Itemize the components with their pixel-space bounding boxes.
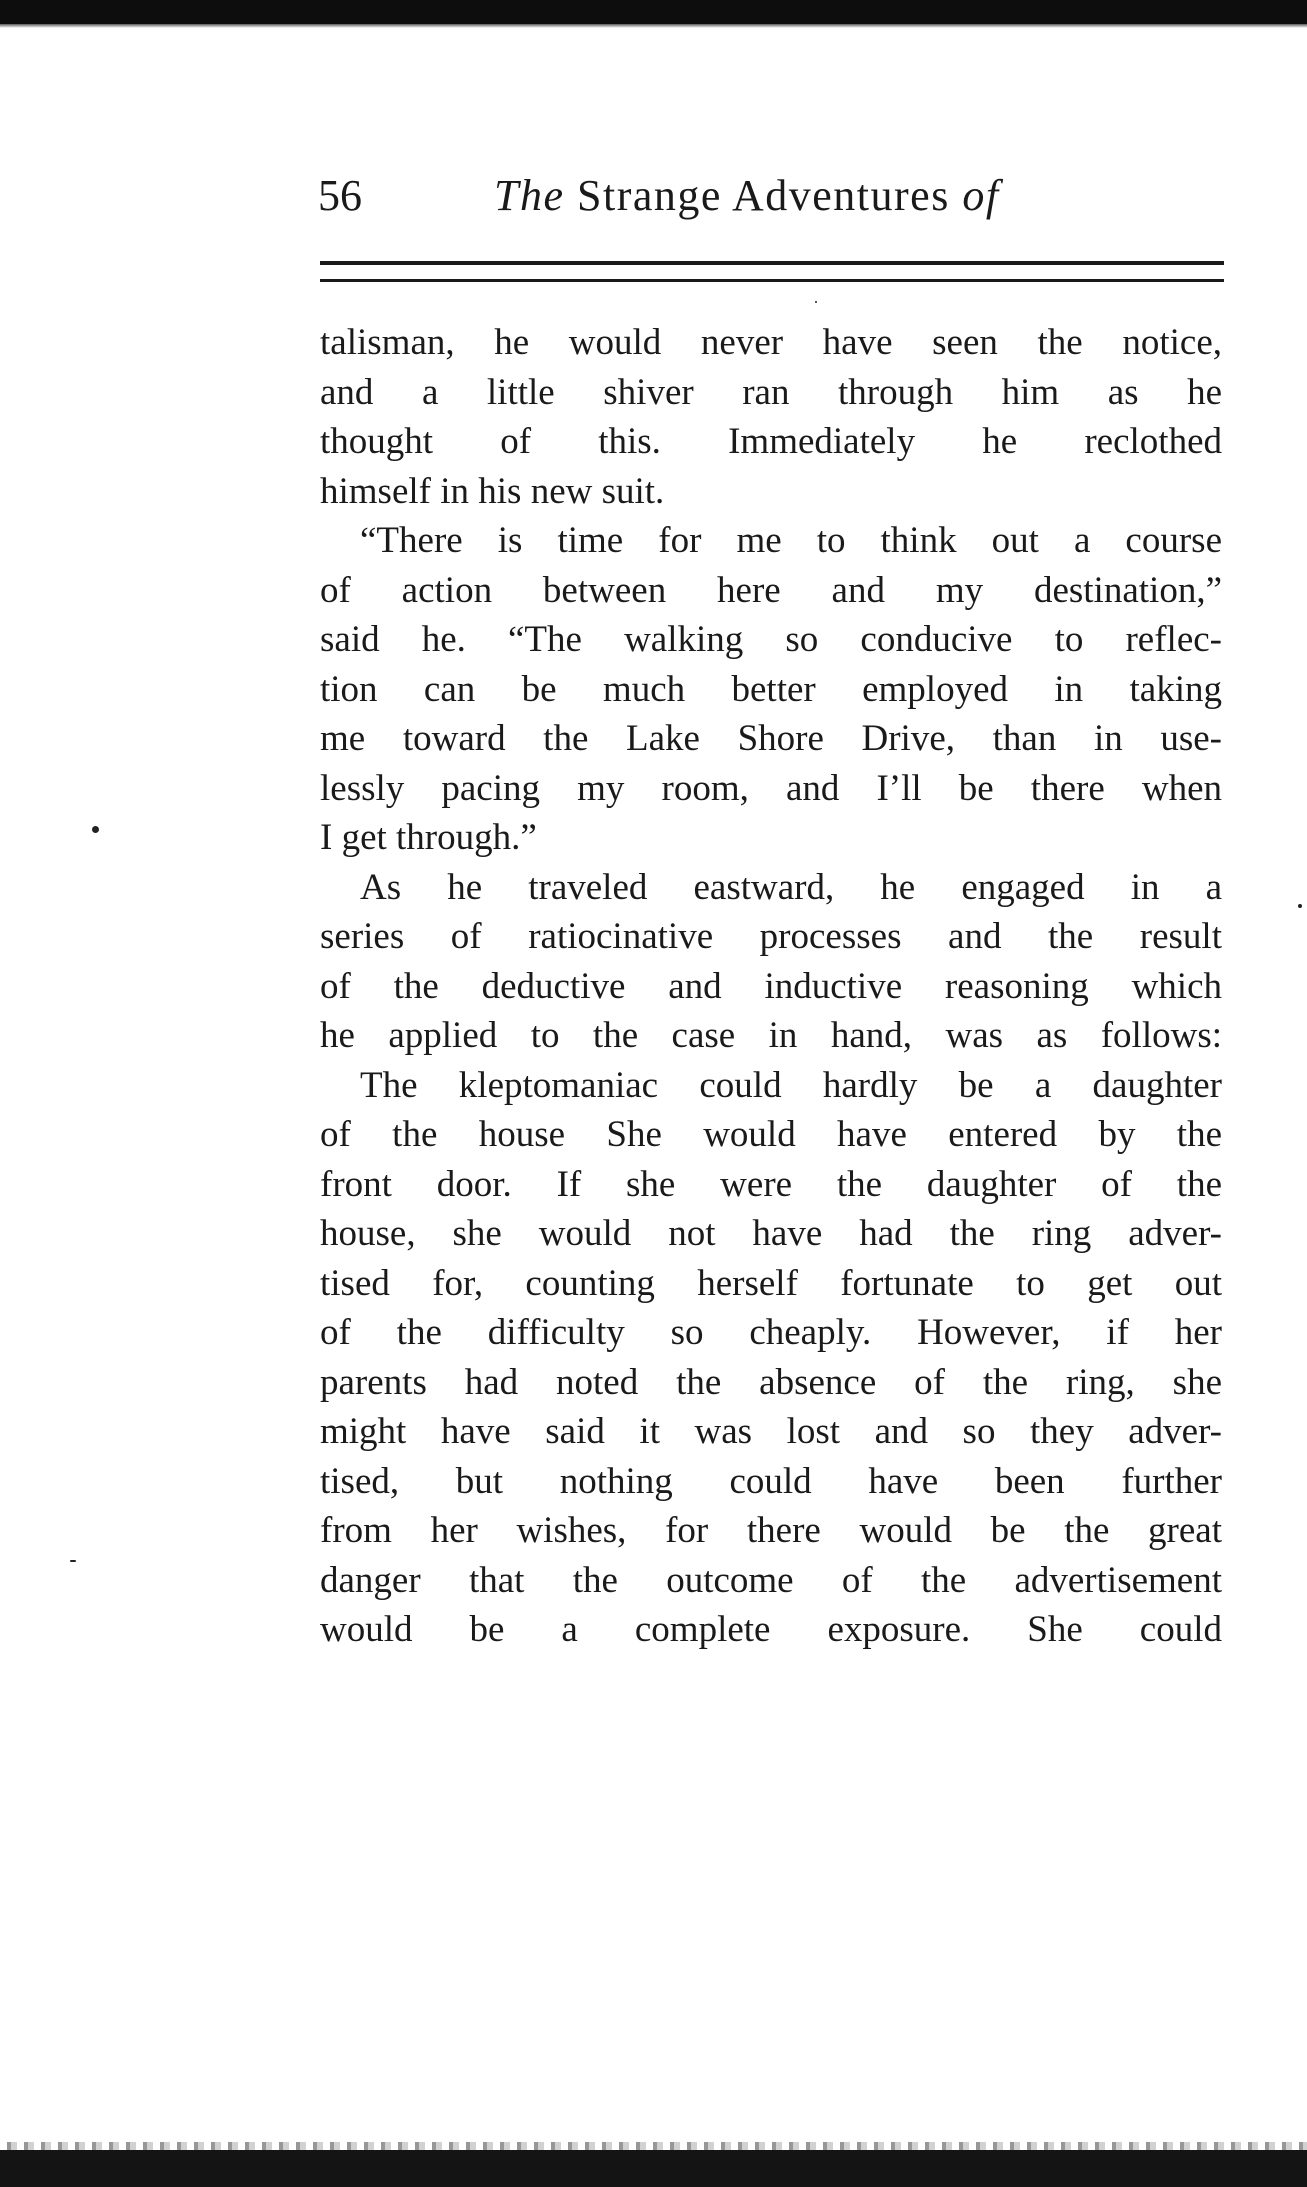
- text-line: thought of this. Immediately he reclothed: [320, 421, 1222, 462]
- text-line: tion can be much better employed in taking: [320, 668, 1222, 710]
- running-head: [494, 171, 1000, 220]
- text-line: As he traveled eastward, he engaged in a: [360, 866, 1222, 908]
- text-line: from her wishes, for there would be the great: [320, 1510, 1222, 1551]
- running-head-the: The: [494, 171, 565, 220]
- scan-speck: [92, 826, 99, 833]
- running-head-of: of: [962, 171, 1000, 220]
- text-line: me toward the Lake Shore Drive, than in use-: [320, 718, 1222, 759]
- text-line: would be a complete exposure. She could: [320, 1609, 1222, 1650]
- scan-speck: [1298, 904, 1302, 908]
- body-text: [320, 318, 1222, 1655]
- text-line: tised for, counting herself fortunate to get out: [320, 1262, 1222, 1304]
- text-line: danger that the outcome of the advertisement: [320, 1559, 1222, 1601]
- running-head-title: Strange Adventures: [577, 171, 950, 220]
- text-line: of the deductive and inductive reasoning which: [320, 965, 1222, 1007]
- text-line: series of ratiocinative processes and the result: [320, 916, 1222, 957]
- text-line: lessly pacing my room, and I’ll be there when: [320, 767, 1222, 809]
- header-rule-thick: [320, 261, 1224, 265]
- scan-speck: [815, 301, 817, 303]
- text-line: tised, but nothing could have been further: [320, 1460, 1222, 1502]
- text-line: front door. If she were the daughter of the: [320, 1163, 1222, 1205]
- text-line: he applied to the case in hand, was as follows:: [320, 1015, 1222, 1056]
- text-line: and a little shiver ran through him as he: [320, 371, 1222, 413]
- scan-top-border-edge: [0, 24, 1307, 28]
- text-line: house, she would not have had the ring adver-: [320, 1213, 1222, 1254]
- scan-speck: [70, 1560, 76, 1562]
- text-line: I get through.”: [320, 817, 537, 858]
- text-line: parents had noted the absence of the ring, she: [320, 1361, 1222, 1403]
- text-line: “There is time for me to think out a course: [360, 520, 1222, 561]
- text-line: of the difficulty so cheaply. However, if her: [320, 1312, 1222, 1353]
- scan-bottom-border: [0, 2150, 1307, 2187]
- text-line: of action between here and my destination,”: [320, 569, 1222, 611]
- text-line: said he. “The walking so conducive to reflec-: [320, 619, 1222, 660]
- header-rule-thin: [320, 279, 1224, 282]
- text-line: might have said it was lost and so they adver-: [320, 1411, 1222, 1452]
- text-line: talisman, he would never have seen the notice,: [320, 322, 1222, 363]
- scan-top-border: [0, 0, 1307, 24]
- page-number: 56: [318, 171, 362, 220]
- text-line: of the house She would have entered by the: [320, 1114, 1222, 1155]
- scan-bottom-border-edge: [0, 2142, 1307, 2150]
- text-line: himself in his new suit.: [320, 470, 665, 512]
- text-line: The kleptomaniac could hardly be a daughter: [360, 1064, 1222, 1106]
- page-header: [318, 168, 1224, 232]
